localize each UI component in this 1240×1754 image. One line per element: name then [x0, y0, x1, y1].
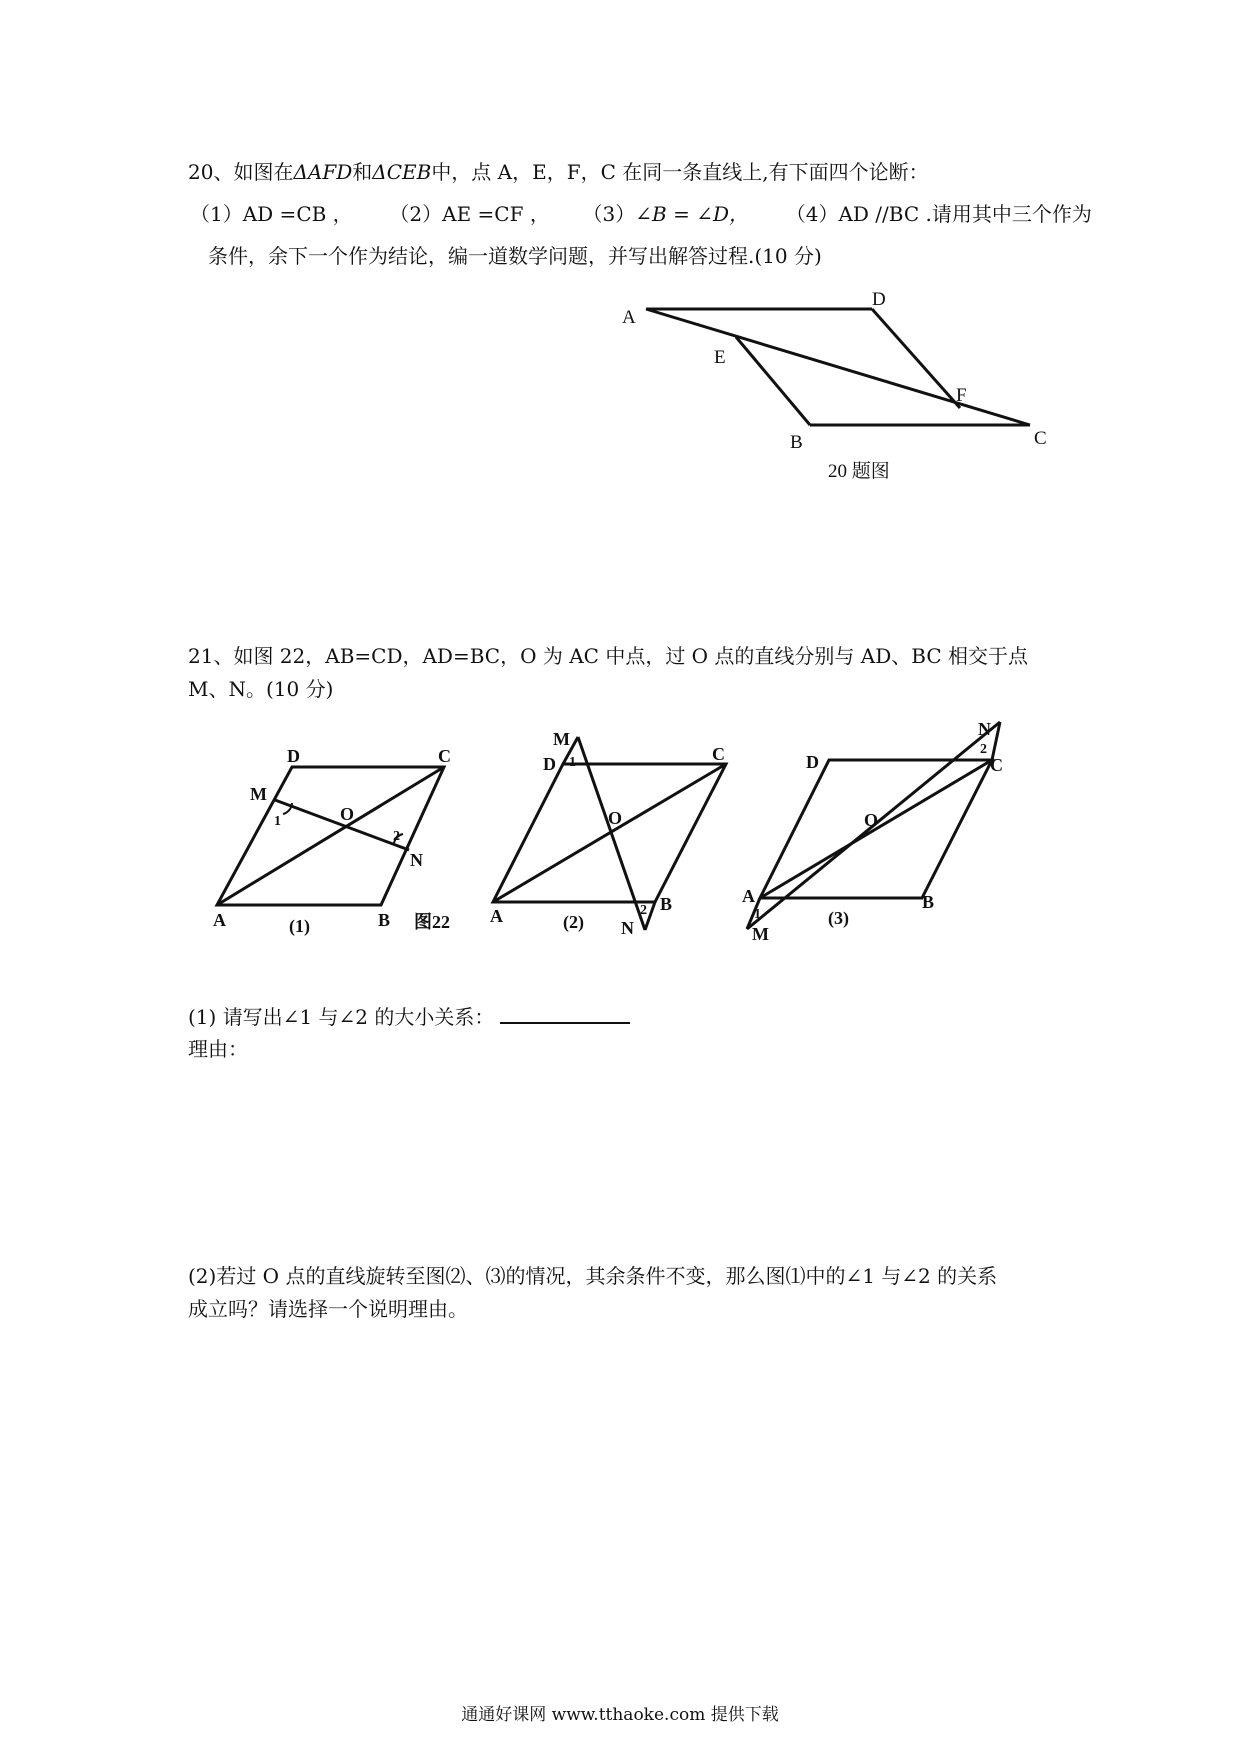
q21-reason-text: 理由： — [188, 1037, 248, 1061]
q21-fig2 — [493, 737, 726, 930]
q21-fig2-label-n: N — [621, 918, 634, 938]
q21-part1-text: (1) 请写出∠1 与∠2 的大小关系： — [188, 1005, 495, 1029]
page-footer: 通通好课网 www.tthaoke.com 提供下载 — [461, 1705, 779, 1725]
q20-triangle-afd: ΔAFD — [293, 160, 353, 184]
q21-fig3-label-b: B — [922, 892, 935, 912]
q21-fig1-caption: (1) — [289, 916, 310, 936]
q21-fig2-label-2: 2 — [640, 903, 647, 918]
q21-fig1-label-d: D — [287, 746, 300, 766]
q21-fig1-label-o: O — [340, 804, 355, 824]
q20-label-e: E — [714, 347, 726, 368]
q20-cond1: （1）AD =CB ， — [190, 202, 353, 226]
q21-fig2-label-a: A — [490, 906, 503, 926]
q20-suffix: 中，点 A，E，F，C 在同一条直线上,有下面四个论断： — [431, 160, 929, 184]
q21-fig1-label-b: B — [378, 910, 391, 930]
q21-answer-blank[interactable] — [500, 1004, 630, 1024]
q21-fig1-tag: 图22 — [414, 912, 450, 932]
q21-part2-line2 — [188, 1296, 468, 1322]
q21-fig1-label-n: N — [410, 850, 423, 870]
q21-fig1-label-a: A — [213, 910, 226, 930]
q21-fig2-label-d: D — [543, 754, 556, 774]
q20-caption: 20 题图 — [828, 461, 890, 482]
q21-reason — [188, 1036, 248, 1062]
q21-fig2-label-o: O — [608, 808, 623, 828]
q20-cond4: （4）AD //BC .请用其中三个作为 — [785, 202, 1092, 226]
q20-cond2: （2）AE =CF ， — [389, 202, 550, 226]
q21-fig2-label-c: C — [712, 744, 725, 764]
q20-line3-text: 条件，余下一个作为结论，编一道数学问题，并写出解答过程.(10 分) — [208, 244, 822, 268]
q21-fig2-label-b: B — [660, 894, 673, 914]
q21-fig3-label-c: C — [990, 755, 1003, 775]
q20-label-a: A — [622, 307, 636, 328]
q21-fig3-label-a: A — [742, 886, 755, 906]
q21-fig2-label-1: 1 — [569, 755, 576, 770]
q21-fig3-label-d: D — [806, 752, 819, 772]
q21-line1-text: 21、如图 22，AB=CD，AD=BC，O 为 AC 中点，过 O 点的直线分别与 AD、BC 相交于点 — [188, 644, 1028, 668]
q21-part2-line1 — [188, 1263, 997, 1289]
q20-prefix: 20、如图在 — [188, 160, 294, 184]
q20-triangle-ceb: ΔCEB — [372, 160, 432, 184]
q21-part2-line2-text: 成立吗？请选择一个说明理由。 — [188, 1297, 468, 1321]
q20-label-f: F — [956, 385, 967, 406]
q20-and: 和 — [352, 160, 373, 184]
q20-cond3-prefix: （3） — [582, 202, 636, 226]
q20-label-b: B — [790, 432, 803, 453]
q21-fig2-label-m: M — [553, 729, 570, 749]
q21-fig3-label-m: M — [752, 924, 769, 944]
q21-part1 — [188, 1004, 630, 1030]
q21-fig1-label-2: 2 — [393, 829, 400, 844]
q21-fig3-label-n: N — [978, 719, 991, 739]
q21-fig2-caption: (2) — [563, 912, 584, 932]
q21-fig3-label-o: O — [864, 810, 879, 830]
q21-fig1-label-m: M — [250, 784, 267, 804]
q21-part2-line1-text: (2)若过 O 点的直线旋转至图⑵、⑶的情况，其余条件不变，那么图⑴中的∠1 与∠2 的关系 — [188, 1264, 998, 1288]
q21-fig3-label-2: 2 — [980, 742, 987, 757]
q21-fig1-label-1: 1 — [274, 814, 281, 829]
q20-cond3-math: ∠B = ∠D， — [635, 202, 750, 226]
q20-label-d: D — [872, 289, 886, 310]
q21-line2-text: M、N。(10 分) — [188, 677, 334, 701]
q21-fig3-caption: (3) — [828, 908, 849, 928]
q21-fig1-label-c: C — [438, 746, 451, 766]
q20-label-c: C — [1034, 428, 1047, 449]
q21-fig3-label-1: 1 — [754, 907, 761, 922]
